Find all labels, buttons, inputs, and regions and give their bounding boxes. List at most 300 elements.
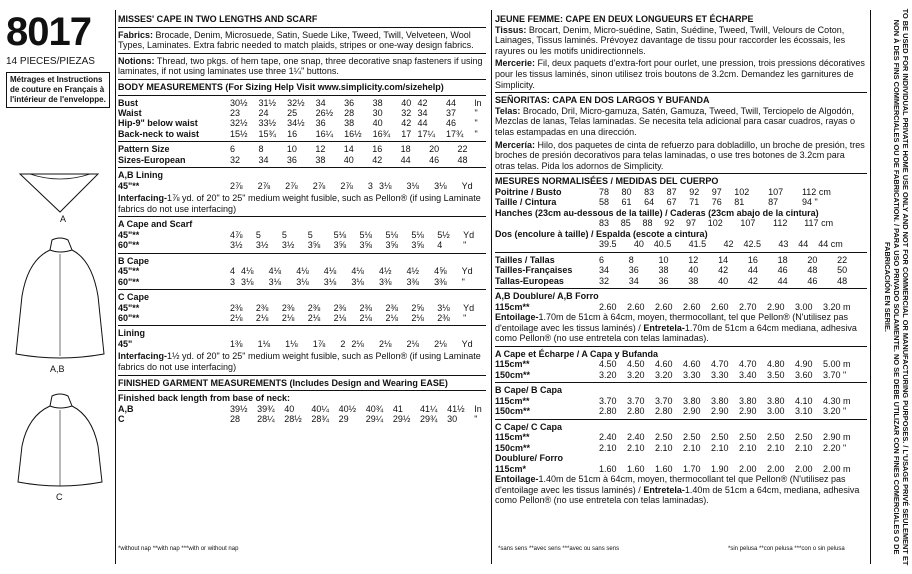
table-cell: 1.60 [655,463,673,474]
table-cell: 3⅛ [437,302,450,313]
en-finished-title: FINISHED GARMENT MEASUREMENTS (Includes Design and Wearing EASE) [118,377,448,388]
table-cell: 1⅛ [257,339,271,349]
table-cell: 5⅛ [411,229,424,240]
table-cell: 22 [457,144,468,155]
table-cell: 4.30 m [823,395,851,406]
table-cell: 6 [230,144,236,155]
table-cell: 3⅝ [411,240,424,251]
table-row [118,313,486,323]
table-row [495,464,867,474]
table-cell: 1.60 [627,463,645,474]
table-cell: 5⅛ [359,229,373,240]
table-cell: 42 [372,154,383,165]
table-cell: 44 [798,239,809,250]
row-label: Tailles-Françaises [495,265,573,276]
table-cell: 3⅜ [378,276,392,287]
table-cell: ln [474,97,482,108]
table-row [118,404,486,414]
en-body-table [118,98,486,140]
table-cell: 44 [777,275,788,286]
table-cell: 50 [837,265,848,276]
divider-right [870,10,871,564]
table-cell: 5 [307,229,313,240]
en-finished-table [118,404,486,425]
table-cell: 4⅛ [268,266,282,277]
row-label: 115cm** [495,432,530,443]
table-cell: 3½ [230,240,243,251]
table-cell: 3⅝ [359,240,373,251]
table-cell: 41¼ [419,403,438,414]
table-cell: 16 [747,254,758,265]
table-cell: 16¼ [315,128,334,139]
table-cell: 71 [689,197,700,208]
table-cell: 8 [258,144,264,155]
row-label: A,B [118,403,134,414]
table-cell: 42 [401,118,412,129]
table-cell: " [474,118,478,129]
table-cell: 36 [315,118,326,129]
en-ab-lining-table [118,181,486,191]
fr-mes-table [495,187,867,208]
table-cell: 2.50 [767,432,785,443]
short-cape-icon [6,392,112,490]
table-cell: 44 [747,265,758,276]
table-cell: 3.60 [795,369,813,380]
table-cell: 4⅛ [241,266,254,277]
table-cell: 4⅝ [434,266,447,277]
table-cell: 32½ [230,118,248,129]
table-cell: 2⅜ [333,302,347,313]
table-cell: 14 [343,144,354,155]
table-cell: 2.00 [795,463,813,474]
table-cell: 87 [768,197,779,208]
row-label: 60"** [118,276,140,287]
table-cell: 3⅛ [406,180,420,191]
divider-middle [491,10,492,564]
table-cell: 42 [417,97,428,108]
table-cell: Yd [463,302,475,313]
en-finished-sub: Finished back length from base of neck: [118,393,291,404]
table-cell: 2⅛ [434,339,447,349]
table-cell: 2⅛ [255,313,269,323]
fr-dos-table [495,239,867,249]
table-cell: 16¾ [372,128,391,139]
table-cell: 12 [688,254,699,265]
en-notions: Notions: Thread, two pkgs. of hem tape, one snap, three decorative snap fasteners if using laminates, if not using laminates use three 1¼" buttons. [118,55,483,77]
table-cell: 4.50 [599,359,617,370]
table-cell: 3.20 m [823,301,851,312]
table-cell: 36 [658,275,669,286]
table-cell: 3.20 [627,369,645,380]
table-cell: 3.80 [683,395,701,406]
table-cell: 2.10 [739,442,757,453]
table-cell: 2.90 [683,406,701,417]
table-cell: 3.40 [739,369,757,380]
en-size-table [118,144,486,165]
table-cell: 46 [807,275,818,286]
table-cell: 48 [457,154,468,165]
row-label: 60"** [118,240,140,251]
es-footnote: *sin pelusa **con pelusa ***con o sin pelusa [728,546,845,552]
table-cell: 28¼ [257,414,275,425]
table-cell: 2.50 [795,432,813,443]
table-cell: 40¼ [311,403,329,414]
table-cell: 2.10 [683,442,701,453]
table-cell: 31½ [258,97,277,108]
table-cell: 20 [807,254,818,265]
table-cell: 1⅛ [285,339,298,349]
table-row [118,108,486,118]
table-cell: 16½ [344,128,362,139]
table-cell: 4.60 [655,359,673,370]
scarf-icon [6,168,112,216]
row-label: 115cm** [495,359,530,370]
table-cell: 3⅜ [434,276,447,287]
table-cell: 2⅜ [255,302,269,313]
fr-b-title: B Cape/ B Capa [495,385,563,396]
table-cell: 2.10 [711,442,729,453]
table-cell: 32 [401,107,412,118]
table-cell: 2.50 [655,432,673,443]
row-label: Taille / Cintura [495,197,557,208]
fr-c-title: C Cape/ C Capa [495,421,563,432]
table-cell: 44 [446,97,457,108]
table-cell: 2⅜ [359,302,373,313]
table-cell: 30½ [230,97,248,108]
table-cell: 38 [315,154,326,165]
table-cell: 16 [287,128,298,139]
table-cell: 30 [447,414,458,425]
table-cell: 3.80 [767,395,785,406]
table-cell: 4⅛ [351,266,364,277]
table-cell: 36 [344,97,355,108]
table-cell: 2⅜ [437,313,450,323]
table-cell: 2⅛ [385,313,398,323]
table-cell: 26½ [315,107,334,118]
table-cell: 3.70 " [823,369,847,380]
table-cell: " [474,414,478,425]
table-cell: 2.80 [599,406,617,417]
divider-left [115,10,116,564]
fr-taille-table [495,255,867,286]
table-row [118,155,486,165]
french-spanish-column [495,14,867,506]
row-label: 150cm** [495,369,531,380]
table-cell: 2.00 [739,463,757,474]
row-label: Waist [118,107,142,118]
en-fabrics: Fabrics: Brocade, Denim, Microsuede, Satin, Suede Like, Tweed, Twill, Velveteen, Wool Types, Laminates. Extra fabric needed to match plaids, stripes or one-way design fabrics. [118,29,474,51]
french-notice: Métrages et Instructions de couture en Français à l'intérieur de l'enveloppe. [6,72,110,108]
table-cell: 24 [258,107,269,118]
table-cell: 29¼ [365,414,384,425]
table-cell: 41 [392,403,403,414]
table-cell: 6 [599,254,605,265]
row-label: Poitrine / Busto [495,186,562,197]
table-cell: 30 [372,107,383,118]
table-cell: 2.40 [599,432,617,443]
table-cell: 40 [718,275,729,286]
row-label: 115cm* [495,463,527,474]
table-cell: 5 [255,229,261,240]
table-cell: 3.10 [795,406,813,417]
table-cell: 2⅞ [340,180,353,191]
table-cell: 3½ [255,240,269,251]
table-cell: 23 [230,107,241,118]
table-cell: 2.10 [599,442,617,453]
table-cell: 2.60 [655,301,673,312]
table-cell: 41.5 [688,239,707,250]
table-row [118,118,486,128]
table-cell: 4 [230,266,236,277]
pattern-number: 8017 [6,10,91,54]
table-cell: 40 [284,403,295,414]
table-cell: 83 [644,186,655,197]
table-cell: 2.20 " [823,442,847,453]
table-row [495,443,867,453]
table-cell: 2⅞ [230,180,243,191]
table-cell: 34 [315,97,326,108]
table-cell: 33½ [258,118,277,129]
table-cell: 2.80 [627,406,645,417]
table-cell: 38 [658,265,669,276]
table-cell: 3⅛ [296,276,309,287]
table-cell: 83 [599,218,610,229]
table-cell: 36 [286,154,297,165]
table-cell: 4.70 [711,359,729,370]
table-cell: 2.90 m [823,432,851,443]
table-cell: 2⅜ [385,302,398,313]
figure-a [6,168,112,228]
table-row [495,302,867,312]
table-cell: Yd [461,339,473,349]
row-label: 45"** [118,302,140,313]
table-cell: 3.00 [795,301,813,312]
table-cell: 44 cm [818,239,843,250]
table-cell: 2.80 [655,406,673,417]
table-row [495,187,867,197]
table-cell: 15½ [230,128,248,139]
table-cell: 4⅛ [296,266,309,277]
table-cell: 4 [437,240,443,251]
table-cell: 2.10 [655,442,673,453]
usage-notice [874,8,910,566]
table-cell: 40 [633,239,644,250]
table-cell: 32 [599,275,610,286]
table-cell: 61 [621,197,632,208]
table-cell: 5 [281,229,287,240]
table-cell: 3.70 [599,395,617,406]
en-b-title: B Cape [118,255,150,266]
table-cell: 1⅜ [230,339,243,349]
table-cell: 2⅛ [307,313,321,323]
table-cell: 40¾ [365,403,384,414]
table-cell: 2.60 [599,301,617,312]
fr-dos-label: Dos (encolure à taille) / Espalda (escote a cintura) [495,228,708,239]
table-row [118,303,486,313]
table-cell: 2⅜ [281,302,295,313]
row-label: Hip-9" below waist [118,118,198,129]
table-cell: 3 [367,180,373,191]
table-cell: 3.70 [655,395,673,406]
table-cell: 1.90 [711,463,729,474]
table-cell: 28¾ [311,414,329,425]
table-cell: 3⅜ [406,276,420,287]
table-cell: 34 [599,265,610,276]
table-cell: 3⅛ [378,180,392,191]
table-cell: " [461,276,465,287]
table-cell: 34 [628,275,639,286]
table-cell: 22 [837,254,848,265]
table-cell: 2⅝ [411,302,424,313]
en-lining-table [118,339,486,349]
table-cell: 2.50 [739,432,757,443]
row-label: 45"** [118,266,140,277]
table-cell: 40 [401,97,412,108]
table-cell: 112 [773,218,788,229]
table-cell: 2.90 [767,301,785,312]
figure-c [6,392,112,504]
table-row [118,144,486,154]
en-b-table [118,266,486,287]
table-cell: " [463,240,467,251]
usage-notice-text: TO BE USED FOR INDIVIDUAL PRIVATE HOME USE ONLY AND NOT FOR COMMERCIAL OR MANUFACTURING PURPOSES. / L'USAGE PRIVÉ SEULEMENT ET NON À DES FINS COMMERCIALES OU DE FABRICATION. / PARA USO PRIVADO SOLAMENTE. NO SE DEBE UTILIZAR CON FINES COMERCIALES O DE FABRICACIÓN EN SERIE. [883,8,910,566]
table-row [495,197,867,207]
row-label: Bust [118,97,138,108]
table-row [495,396,867,406]
table-cell: 3⅛ [323,276,337,287]
left-column [6,10,112,108]
row-label: 45"** [118,180,140,191]
en-lining-title: Lining [118,328,145,339]
table-cell: 2.40 [627,432,645,443]
table-cell: 3.20 [655,369,673,380]
en-interfacing-1: Interfacing-1⅞ yd. of 20" to 25" medium weight fusible, such as Pellon® (if using Laminate fabrics do not use interfacing) [118,193,481,214]
table-cell: 58 [599,197,610,208]
table-cell: 42.5 [743,239,761,250]
table-cell: 5⅛ [333,229,347,240]
row-label: 45"** [118,229,140,240]
table-cell: 44 [400,154,411,165]
table-cell: 2.00 [767,463,785,474]
table-cell: 2⅞ [285,180,298,191]
table-cell: 4.70 [739,359,757,370]
fr-c-table [495,432,867,453]
table-row [118,230,486,240]
fr-ab-table [495,302,867,312]
table-row [495,432,867,442]
table-cell: 92 [689,186,700,197]
es-telas: Telas: Brocado, Dril, Micro-gamuza, Satén, Gamuza, Tweed, Twill, Terciopelo de Algodón, Mezclas de lanas, Telas laminadas. Se necesita tela adicional para casar cuadros, rayas o telas estampadas en una dirección. [495,105,856,137]
table-cell: 18 [400,144,411,155]
table-cell: Yd [463,229,475,240]
table-cell: 81 [734,197,745,208]
table-cell: 107 [740,218,756,229]
table-cell: 2⅛ [378,339,392,349]
table-cell: 102 [707,218,723,229]
table-cell: 12 [315,144,326,155]
table-cell: 29 [338,414,349,425]
table-cell: 3⅝ [333,240,347,251]
row-label: 150cm** [495,406,531,417]
fr-mercerie: Mercerie: Fil, deux paquets d'extra-fort pour ourlet, une pression, trois pressions décoratives pour les tissus laminés, sinon utilisez trois boutons de 3.2cm. Demandez les garnitures de Simplicity. [495,58,865,90]
table-cell: " [463,313,467,323]
fr-b-table [495,396,867,417]
table-cell: 28 [344,107,355,118]
table-cell: " [474,128,478,139]
table-cell: 17¾ [446,128,464,139]
table-cell: 2.60 [627,301,645,312]
en-interfacing-2: Interfacing-1½ yd. of 20" to 25" medium weight fusible, such as Pellon® (if using Laminate fabrics do not use interfacing) [118,351,481,372]
table-cell: 2⅛ [406,339,420,349]
table-cell: 44 [417,118,428,129]
table-cell: 1.70 [683,463,701,474]
table-cell: 2⅜ [307,302,321,313]
table-cell: 2⅛ [333,313,347,323]
pieces-count: 14 PIECES/PIEZAS [6,56,95,67]
table-cell: 117 cm [804,218,834,229]
row-label: Tailles / Tallas [495,254,555,265]
table-cell: 3 [230,276,236,287]
table-cell: 97 [711,186,722,197]
en-title: MISSES' CAPE IN TWO LENGTHS AND SCARF [118,14,318,24]
row-label: 115cm** [495,301,530,312]
table-cell: 3.30 [683,369,701,380]
table-cell: 5.00 m [823,359,851,370]
table-cell: 3.70 [627,395,645,406]
table-cell: 3⅝ [385,240,398,251]
table-cell: 32½ [287,97,305,108]
table-cell: 38 [688,275,699,286]
table-cell: 39.5 [599,239,617,250]
table-row [495,255,867,265]
table-cell: 3⅛ [268,276,282,287]
table-cell: 1⅞ [312,339,326,349]
table-cell: 2.90 [739,406,757,417]
table-cell: 46 [429,154,440,165]
table-cell: 40 [343,154,354,165]
table-cell: 36 [628,265,639,276]
table-cell: 2⅛ [230,313,243,323]
table-cell: 4½ [378,266,392,277]
table-cell: 1.60 [599,463,617,474]
row-label: Back-neck to waist [118,128,200,139]
row-label: 115cm** [495,395,530,406]
table-cell: 3.80 [739,395,757,406]
table-cell: 2 [340,339,346,349]
table-cell: 3⅛ [351,276,364,287]
table-cell: 2⅞ [312,180,326,191]
table-cell: 4.80 [767,359,785,370]
es-merceria: Mercería: Hilo, dos paquetes de cinta de refuerzo para dobladillo, un broche de presión, tres broches de presión decorativos para telas laminadas, o use tres botones de 3.2cm para otras telas. Pida los adornos de Simplicity. [495,139,865,171]
table-cell: 2⅛ [351,339,364,349]
table-cell: 3.30 [711,369,729,380]
table-cell: 40 [372,118,383,129]
es-title: SEÑORITAS: CAPA EN DOS LARGOS Y BUFANDA [495,95,710,106]
table-cell: 16 [372,144,383,155]
table-cell: 2.50 [683,432,701,443]
english-column [118,14,486,425]
table-cell: 3.20 " [823,406,847,417]
table-cell: 34 [258,154,269,165]
table-row [495,370,867,380]
fr-entoilage-2: Entoilage-1.40m de 51cm à 64cm, moyen, thermocollant tel que Pellon® (N'utilisez pas d'entoilage avec les tissus laminés) / Entretela-1.40m de 51cm a 64cm, mediana, adhesiva como Pellon® (no use entretela con telas laminadas). [495,473,860,506]
table-cell: 2.00 m [823,463,851,474]
fr-a-title: A Cape et Écharpe / A Capa y Bufanda [495,348,659,359]
table-row [118,98,486,108]
table-cell: 4.50 [627,359,645,370]
table-cell: 94 " [801,197,818,208]
table-row [118,181,486,191]
